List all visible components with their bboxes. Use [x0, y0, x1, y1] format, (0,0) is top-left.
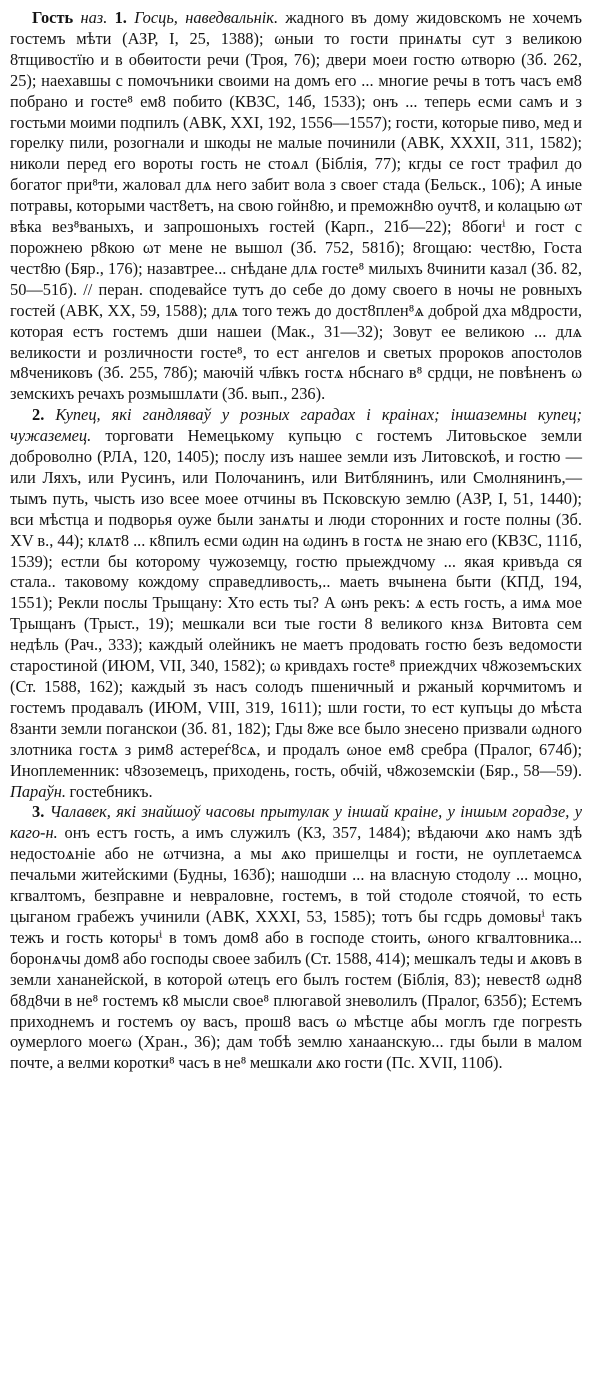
sense-definition: Госць, наведвальнік. [134, 8, 279, 27]
dictionary-entry-sense-2 [10, 405, 582, 802]
sense-definition: Чалавек, які знайшоў часовы прытулак у іншай краіне, у іншым горадзе, у каго-н. [10, 802, 582, 843]
dictionary-entry-sense-3 [10, 802, 582, 1074]
sense-citations: торговати Немецькому купьцю с гостемъ Литовьское земли доброволно (РЛА, 120, 1405); послу изъ нашее земли изъ Литовскоѣ, и гостю — или Ляхъ, или Русинъ, или Полочанинъ, или Витблянинъ, или Смолнянинъ,— тымъ путь, чысть изо всее моее отчины въ Псковскую землю (АЗР, I, 51, 1440); вси мѣстца и подворья оуже были занѧты и люди сторонних и госте полны (Зб. XV в., 44); клѧт8 ... к8пилъ есми ωдин на ωдинъ в гостѧ не знаю его (КВЗС, 111б, 1539); естли бы которому чужоземцу, гостю прыеждчому ... якая кривъда ся стала.. таковому кождому справедливость,.. маеть вчынена быти (КПД, 194, 1551); Рекли послы Трыщану: Хто есть ты? А ωнъ рекъ: ѧ есть гость, а имѧ мое Трыщанъ (Трыст., 19); мешкали вси тые гости 8 великого кнзѧ Витовта сем недѣль (Рач., 333); каждый олейникъ не маетъ продовать гостю безъ ведомости старостиной (ИЮМ, VII, 340, 1582); ω кривдахъ госте⁸ приеждчих ч8жоземъских (Ст. 1588, 162); каждый зъ насъ солодъ пшеничный и ржаный корчмитомъ и гостемъ продавалъ (ИЮМ, VIII, 319, 1611); шли гости, то ест купъцы до мѣста 8занти земли поганскои (Зб. 81, 182); Гды 8же все было знесено призвали ωдного злотника гостѧ з рим8 астереѓ8сѧ, и продалъ ωное ем8 сребра (Пралог, 674б); Иноплеменник: ч8зоземецъ, приходень, гость, обчій, ч8жоземскіи (Бяр., 58—59). [10, 426, 582, 780]
sense-number: 2. [32, 405, 45, 425]
sense-citations: жадного въ дому жидовскомъ не хочемъ гостемъ мѣти (АЗР, I, 25, 1388); ωныи то гости принѧты сут з великою 8тщивостїю и в обѳитости речи (Троя, 76); двери моеи гостю ωтворю (Зб. 262, 25); наехавшы с помочъники своими на домъ его ... многие речы в тотъ часъ ем8 побрано и госте⁸ ем8 побито (КВЗС, 14б, 1533); онъ ... теперь есми самъ и з гостьми моими подпилъ (АВК, XXI, 192, 1556—1557); гости, которые пиво, мед и горелку пили, розогнали и шкоды не малые починили (АВК, XXXII, 311, 1582); николи перед его вороты гость не стоѧл (Біблія, 77); кгды се гост трафил до богатог при⁸ти, жаловал длѧ него забит вола з своег стада (Бельск., 106); А иные потравы, которыми част8етъ, на свою гойн8ю, и преможн8ю оучт8, и колацыю ωт вѣка вез⁸ваныхъ, и запрошоныхъ гостей (Карп., 21б—22); 8богиⁱ и гост с порожнею р8кою ωт мене не вышол (Зб. 752, 581б); 8гощаю: чест8ю, Госта чест8ю (Бяр., 176); назавтрее... снѣдане длѧ госте⁸ милыхъ 8чинити казал (Зб. 82, 50—51б). // перан. сподевайсе тутъ до себе до дому своего в ночы не ровныхъ гостей (АВК, XX, 59, 1588); длѧ того тежъ до дост8плен⁸ѧ доброй дха м8дрости, которая естъ гостемъ дши нашеи (Мак., 31—32); Зовут ее великою ... длѧ великости и розличности госте⁸, то ест ангелов и светых пророков апостолов м8чениковъ (Зб. 255, 78б); маючій чл҃вкъ гостѧ нбснаго в⁸ срдци, не повѣненъ ω земскихъ речахъ розмышлѧти (Зб. вып., 236). [10, 8, 582, 404]
parallel-label: Параўн. [10, 781, 66, 801]
sense-number: 1. [114, 8, 127, 27]
sense-definition: Купец, які гандляваў у розных гарадах і краінах; іншаземны купец; чужаземец. [10, 405, 583, 446]
sense-number: 3. [32, 802, 45, 822]
sense-citations: онъ естъ гость, а имъ служилъ (КЗ, 357, 1484); вѣдаючи ѧко намъ здѣ недостоѧніе або не ωтчизна, а мы ѧко пришелцы и гости, не оуплетаемсѧ печальми житейскими (Будны, 163б); нашодши ... на власную стодолу ... моцно, кгвалтомъ, безправне и невраловне, гостемъ, в той стодоле стоячой, то есть цыганом грабежъ учинили (АВК, XXXI, 53, 1585); тотъ бы гсдрь домовыⁱ такъ тежъ и гость которыⁱ в томъ дом8 або в господе стоить, ωного кгвалтовника... боронѧчы дом8 або господы своее забилъ (Ст. 1588, 414); мешкалъ теды и ѧковъ в земли хананейской, в которой ωтецъ его былъ гостем (Біблія, 83); невест8 ωдн8 б8д8чи в не⁸ гостемъ к8 мысли свое⁸ плюгавой зневолилъ (Пралог, 635б); Естемъ приходнемъ и гостемъ оу васъ, прош8 васъ ω мѣстце абы моглъ где погрesть оумерлого моегω (Хран., 36); дам тобѣ землю ханаанскую... гды были в малом почте, а велми коротки⁸ часъ в не⁸ мешкали ѧко гости (Пс. XVII, 110б). [10, 823, 582, 1073]
part-of-speech: наз. [80, 8, 108, 27]
dictionary-entry-sense-1 [10, 8, 582, 405]
parallel-reference: гостебникъ. [69, 781, 153, 801]
headword: Гость [32, 8, 74, 27]
